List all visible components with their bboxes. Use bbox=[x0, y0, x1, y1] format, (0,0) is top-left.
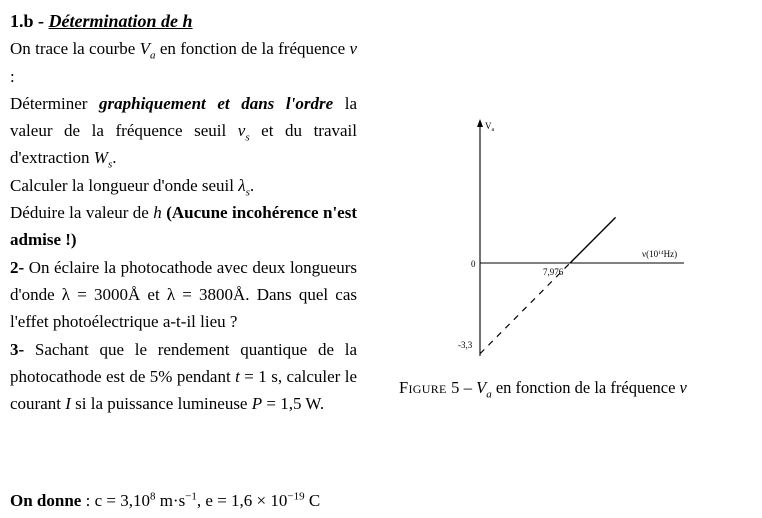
intercept-x-label: 7,976 bbox=[543, 267, 564, 277]
var-h: h bbox=[153, 203, 162, 223]
text: . bbox=[249, 175, 255, 195]
figure-caption bbox=[399, 378, 687, 401]
var-W: W bbox=[93, 148, 108, 168]
section-title: Détermination de h bbox=[48, 11, 193, 31]
sub-s: s bbox=[245, 131, 250, 144]
section-heading bbox=[10, 8, 357, 35]
var-nu: ν bbox=[237, 121, 246, 141]
sub-s: s bbox=[107, 158, 113, 171]
y-axis-label: $V_a$ bbox=[485, 121, 495, 133]
sub-a: a bbox=[150, 49, 156, 62]
y-axis-arrow bbox=[477, 119, 483, 127]
var-nu: ν bbox=[349, 39, 358, 59]
section-number: 1.b bbox=[10, 11, 34, 31]
var-t: t bbox=[235, 366, 240, 386]
intercept-y-label: -3,3 bbox=[458, 340, 473, 350]
exponent: −1 bbox=[185, 490, 197, 503]
text: m·s bbox=[159, 491, 186, 510]
x-axis-label: $\nu(10^{14}Hz)$ bbox=[642, 249, 678, 259]
emphasis: graphiquement et dans l'ordre bbox=[99, 93, 334, 113]
text: en fonction de la fréquence bbox=[495, 378, 676, 397]
va-vs-frequency-graph bbox=[452, 116, 692, 361]
given-label: On donne bbox=[10, 491, 82, 510]
text: : c = 3,10 bbox=[85, 491, 150, 510]
question-3 bbox=[10, 336, 357, 418]
question-number: 3- bbox=[10, 339, 25, 359]
var-P: P bbox=[251, 394, 263, 414]
caption-figure-number: Figure 5 bbox=[399, 378, 460, 397]
paragraph-wavelength bbox=[10, 172, 357, 199]
origin-label: 0 bbox=[471, 259, 476, 269]
given-constants bbox=[10, 491, 320, 511]
text: = 1,5 W. bbox=[266, 394, 325, 414]
sub-s: s bbox=[245, 186, 250, 199]
text: . bbox=[112, 148, 117, 168]
exponent: −19 bbox=[287, 490, 305, 503]
var-nu: ν bbox=[679, 378, 687, 397]
sub-a: a bbox=[486, 388, 492, 401]
va-line-solid bbox=[570, 217, 615, 263]
var-I: I bbox=[65, 394, 71, 414]
text: Calculer la longueur d'onde seuil bbox=[10, 175, 234, 195]
text: en fonction de la fréquence bbox=[159, 39, 346, 59]
emphasis: (Aucune incohérence n'est admise !) bbox=[10, 203, 358, 250]
question-2 bbox=[10, 254, 357, 336]
text: , e = 1,6 × 10 bbox=[196, 491, 288, 510]
text: Sachant que le rendement quantique de la photocathode est de 5% pendant bbox=[10, 339, 357, 386]
section-separator: - bbox=[38, 11, 45, 31]
var-V: V bbox=[476, 378, 487, 397]
exponent: 8 bbox=[149, 490, 156, 503]
text: = 1 s, calculer le courant bbox=[10, 366, 358, 414]
exercise-text bbox=[10, 8, 357, 417]
text: : bbox=[10, 66, 15, 86]
paragraph-determine bbox=[10, 90, 357, 172]
va-line-dashed-extrapolation bbox=[480, 263, 570, 354]
text: C bbox=[308, 491, 321, 510]
var-lambda: λ bbox=[238, 175, 246, 195]
var-V: V bbox=[139, 39, 150, 59]
text: et du travail d'extraction bbox=[10, 121, 358, 168]
text: Déterminer bbox=[10, 93, 88, 113]
text: si la puissance lumineuse bbox=[75, 394, 248, 414]
text: – bbox=[463, 378, 472, 397]
question-number: 2- bbox=[10, 257, 25, 277]
text: Déduire la valeur de bbox=[10, 203, 149, 223]
text: la valeur de la fréquence seuil bbox=[10, 93, 358, 141]
paragraph-curve bbox=[10, 35, 357, 90]
text: On éclaire la photocathode avec deux longueurs d'onde λ = 3000Å et λ = 3800Å. Dans quel cas l'effet photoélectrique a-t-il lieu ? bbox=[10, 257, 357, 332]
paragraph-deduce bbox=[10, 199, 357, 254]
text: On trace la courbe bbox=[10, 39, 136, 59]
